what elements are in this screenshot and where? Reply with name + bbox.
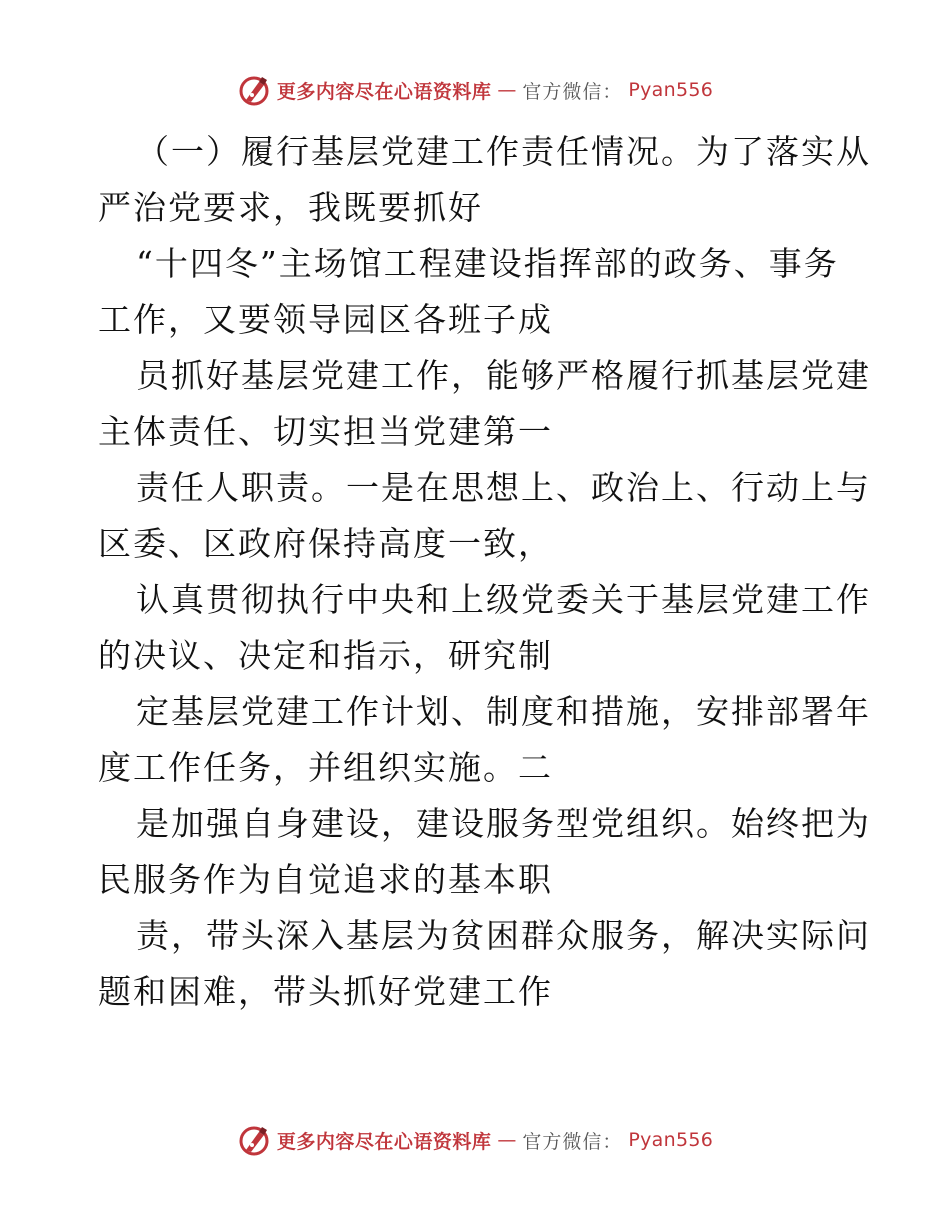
paragraph-7: [98, 796, 871, 908]
paragraph-line: 员抓好基层党建工作，能够严格履行抓基层党建: [136, 356, 871, 395]
document-body: [98, 124, 871, 1020]
paragraph-line: （一）履行基层党建工作责任情况。为了落实从: [136, 132, 871, 171]
paragraph-line: 主体责任、切实担当党建第一: [98, 412, 553, 451]
paragraph-line: 责，带头深入基层为贫困群众服务，解决实际问: [136, 916, 871, 955]
paragraph-4: [98, 460, 871, 572]
watermark-wechat-label: 官方微信：: [522, 1130, 623, 1153]
paragraph-2: [98, 236, 858, 348]
footer-watermark: [0, 1122, 950, 1158]
paragraph-line: 的决议、决定和指示，研究制: [98, 636, 553, 675]
watermark-main-text: 更多内容尽在心语资料库: [276, 80, 492, 103]
paragraph-3: [98, 348, 871, 460]
watermark-wechat-label: 官方微信：: [522, 80, 623, 103]
paragraph-line: 题和困难，带头抓好党建工作: [98, 972, 553, 1011]
paragraph-line: 严治党要求，我既要抓好: [98, 188, 483, 227]
paragraph-line: 认真贯彻执行中央和上级党委关于基层党建工作: [136, 580, 871, 619]
paragraph-8: [98, 908, 871, 1020]
header-watermark: [0, 72, 950, 108]
paragraph-5: [98, 572, 871, 684]
pen-logo-icon: [237, 73, 271, 107]
paragraph-6: [98, 684, 871, 796]
watermark-dash: —: [497, 1129, 517, 1151]
paragraph-line: 工作，又要领导园区各班子成: [98, 300, 553, 339]
pen-logo-icon: [237, 1123, 271, 1157]
paragraph-line: 定基层党建工作计划、制度和措施，安排部署年: [136, 692, 871, 731]
watermark-dash: —: [497, 79, 517, 101]
paragraph-line: 是加强自身建设，建设服务型党组织。始终把为: [136, 804, 871, 843]
paragraph-line: 区委、区政府保持高度一致，: [98, 524, 553, 563]
paragraph-line: 度工作任务，并组织实施。二: [98, 748, 553, 787]
paragraph-1: [98, 124, 871, 236]
paragraph-line: 民服务作为自觉追求的基本职: [98, 860, 553, 899]
watermark-main-text: 更多内容尽在心语资料库: [276, 1130, 492, 1153]
watermark-wechat-id: Pyan556: [628, 1129, 714, 1151]
paragraph-line: 责任人职责。一是在思想上、政治上、行动上与: [136, 468, 871, 507]
watermark-wechat-id: Pyan556: [628, 79, 714, 101]
paragraph-line: “十四冬”主场馆工程建设指挥部的政务、事务: [136, 244, 839, 283]
